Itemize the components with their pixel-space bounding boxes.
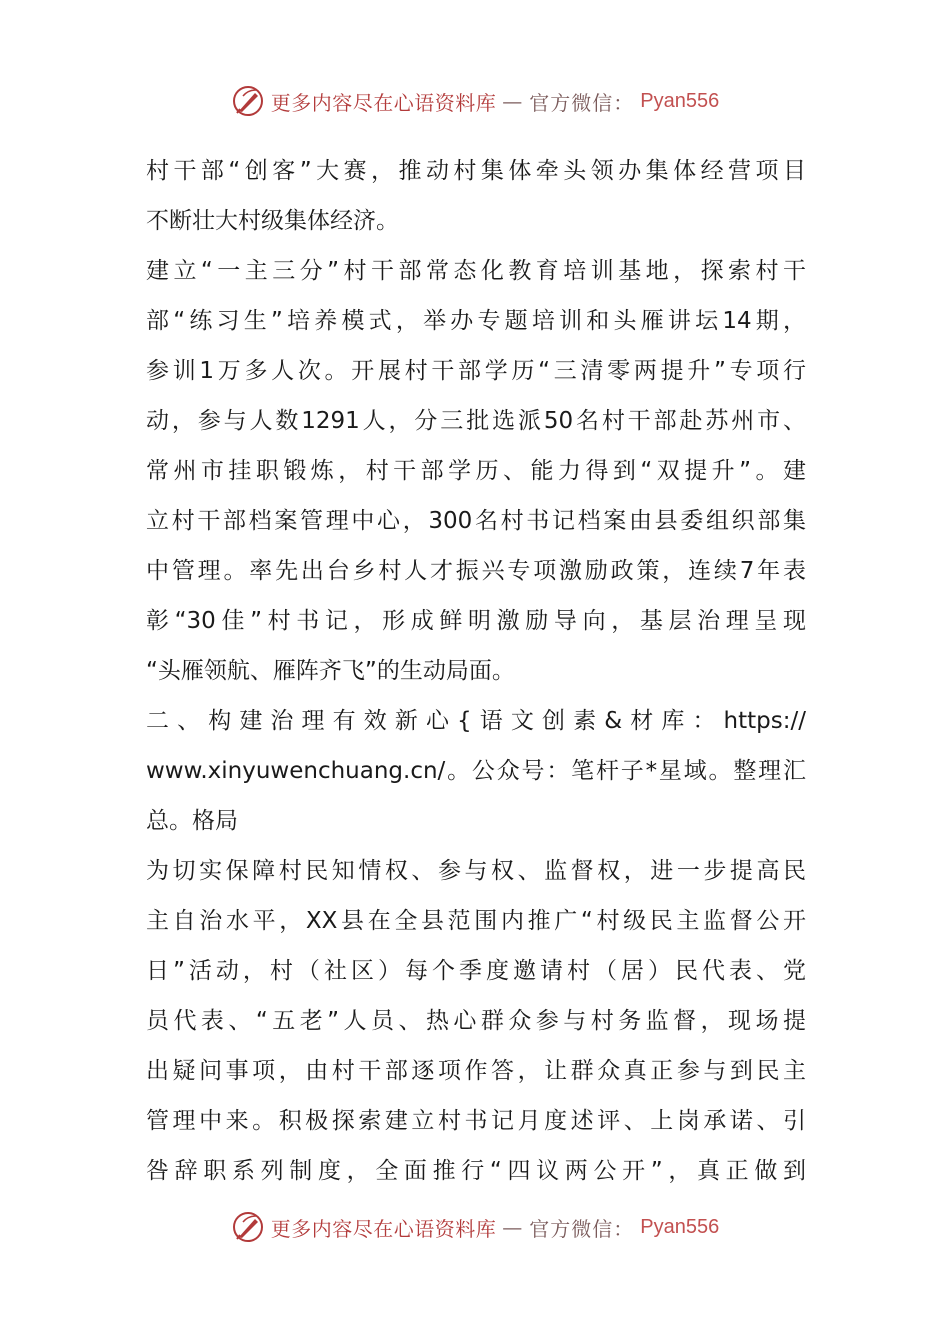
text-line: 主自治水平，XX县在全县范围内推广“村级民主监督公开 — [146, 908, 806, 934]
text-line: 彰“30佳”村书记，形成鲜明激励导向，基层治理呈现 — [146, 608, 806, 634]
banner-wechat-label: 官方微信： — [529, 1216, 635, 1241]
text-line: 部“练习生”培养模式，举办专题培训和头雁讲坛14期， — [146, 308, 806, 334]
text-line: 参训1万多人次。开展村干部学历“三清零两提升”专项行 — [146, 358, 806, 384]
banner-wechat-label: 官方微信： — [529, 90, 635, 115]
banner-dash: — — [502, 89, 524, 113]
banner-title: 更多内容尽在心语资料库 — [270, 90, 497, 115]
text-line: 建立“一主三分”村干部常态化教育培训基地，探索村干 — [146, 258, 806, 284]
quill-pen-logo-icon — [231, 1210, 265, 1244]
document-body — [146, 146, 806, 1196]
banner-dash: — — [502, 1215, 524, 1239]
text-line: 员代表、“五老”人员、热心群众参与村务监督，现场提 — [146, 1008, 806, 1034]
text-line: 不断壮大村级集体经济。 — [146, 208, 399, 234]
text-line: 立村干部档案管理中心，300名村书记档案由县委组织部集 — [146, 508, 806, 534]
header-banner — [0, 84, 950, 118]
text-line: 常州市挂职锻炼，村干部学历、能力得到“双提升”。建 — [146, 458, 806, 484]
banner-wechat-id: Pyan556 — [640, 1215, 720, 1238]
text-line: 中管理。率先出台乡村人才振兴专项激励政策，连续7年表 — [146, 558, 806, 584]
text-line: 村干部“创客”大赛，推动村集体牵头领办集体经营项目 — [146, 158, 806, 184]
text-line: 动，参与人数1291人，分三批选派50名村干部赴苏州市、 — [146, 408, 806, 434]
text-line: “头雁领航、雁阵齐飞”的生动局面。 — [146, 658, 515, 684]
text-line: 为切实保障村民知情权、参与权、监督权，进一步提高民 — [146, 858, 806, 884]
quill-pen-logo-icon — [231, 84, 265, 118]
text-line: 管理中来。积极探索建立村书记月度述评、上岗承诺、引 — [146, 1108, 806, 1134]
footer-banner — [0, 1210, 950, 1244]
section-heading-line: www.xinyuwenchuang.cn/。公众号：笔杆子*星域。整理汇 — [146, 758, 806, 784]
section-heading-line: 总。格局 — [146, 808, 238, 834]
text-line: 日”活动，村（社区）每个季度邀请村（居）民代表、党 — [146, 958, 806, 984]
section-heading-line: 二、构建治理有效新心{语文创素&材库：https:// — [146, 708, 806, 734]
text-line: 咎辞职系列制度，全面推行“四议两公开”，真正做到 — [146, 1158, 806, 1184]
text-line: 出疑问事项，由村干部逐项作答，让群众真正参与到民主 — [146, 1058, 806, 1084]
banner-title: 更多内容尽在心语资料库 — [270, 1216, 497, 1241]
banner-wechat-id: Pyan556 — [640, 89, 720, 112]
